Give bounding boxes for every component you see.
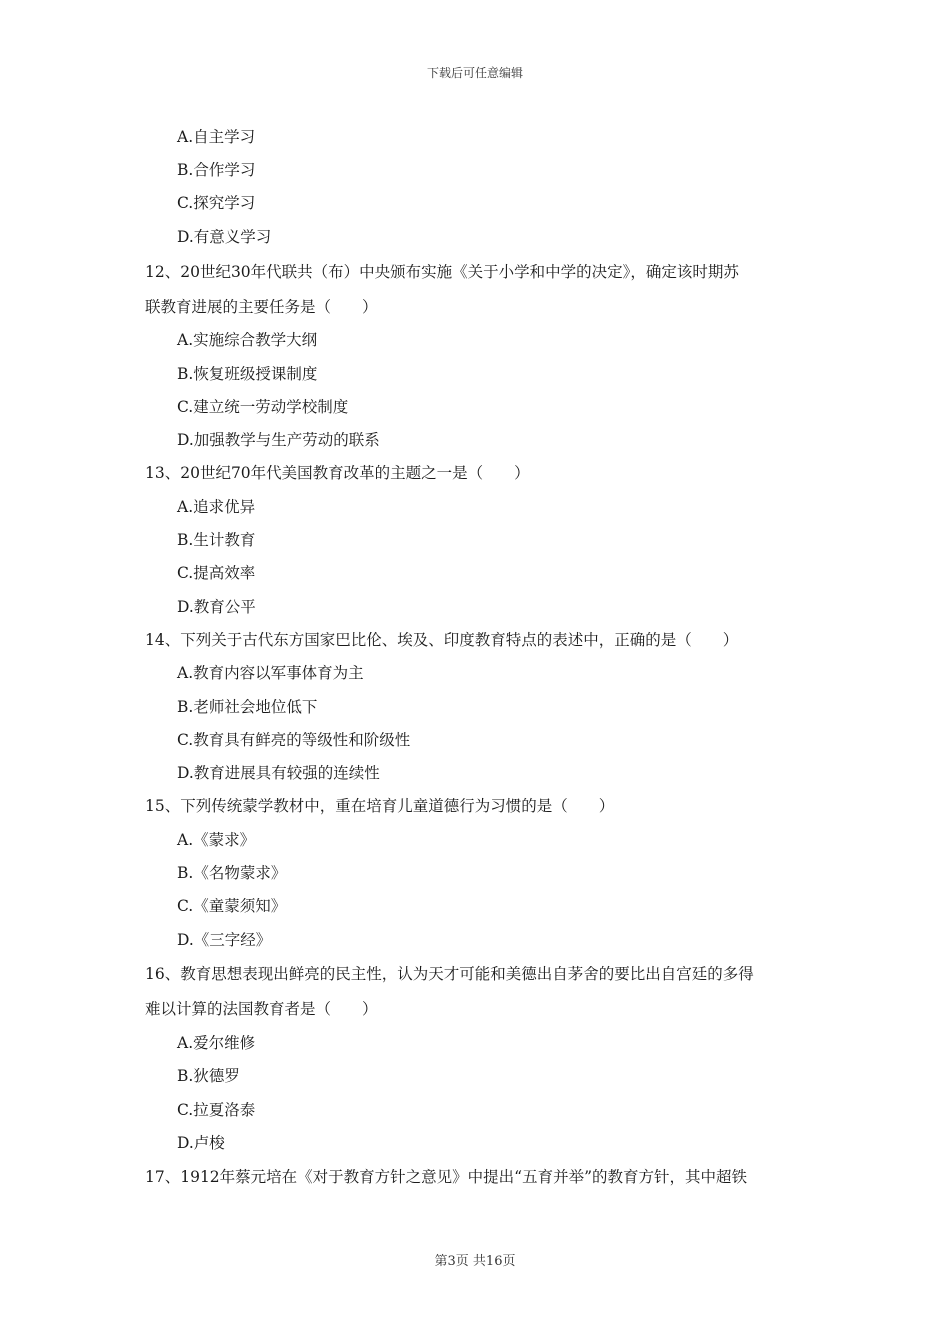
page-header: 下载后可任意编辑 [426,66,523,80]
question-12-continued: 联教育进展的主要任务是（ ） [145,298,378,316]
option-11b: B.合作学习 [177,161,256,179]
option-14c: C.教育具有鲜亮的等级性和阶级性 [177,731,411,749]
option-14a: A.教育内容以军事体育为主 [177,664,364,682]
option-15c: C.《童蒙须知》 [177,897,287,915]
option-13a: A.追求优异 [177,498,256,516]
option-16d: D.卢梭 [177,1134,225,1152]
option-13c: C.提高效率 [177,564,256,582]
question-17: 17、1912年蔡元培在《对于教育方针之意见》中提出“五育并举”的教育方针，其中超铁 [145,1168,748,1186]
option-11d: D.有意义学习 [177,228,272,246]
option-12c: C.建立统一劳动学校制度 [177,398,349,416]
question-14: 14、下列关于古代东方国家巴比伦、埃及、印度教育特点的表述中，正确的是（ ） [145,631,739,649]
option-14b: B.老师社会地位低下 [177,698,318,716]
option-16b: B.狄德罗 [177,1067,240,1085]
option-13d: D.教育公平 [177,598,256,616]
option-12d: D.加强教学与生产劳动的联系 [177,431,380,449]
page-footer: 第3页 共16页 [434,1254,516,1269]
option-14d: D.教育进展具有较强的连续性 [177,764,380,782]
question-15: 15、下列传统蒙学教材中，重在培育儿童道德行为习惯的是（ ） [145,797,615,815]
option-12a: A.实施综合教学大纲 [177,331,318,349]
option-15d: D.《三字经》 [177,931,272,949]
question-13: 13、20世纪70年代美国教育改革的主题之一是（ ） [145,464,530,482]
option-16c: C.拉夏洛泰 [177,1101,256,1119]
question-16-continued: 难以计算的法国教育者是（ ） [145,1000,378,1018]
question-16: 16、教育思想表现出鲜亮的民主性，认为天才可能和美德出自茅舍的要比出自宫廷的多得 [145,965,754,983]
option-11c: C.探究学习 [177,194,256,212]
option-16a: A.爱尔维修 [177,1034,256,1052]
option-13b: B.生计教育 [177,531,256,549]
option-12b: B.恢复班级授课制度 [177,365,318,383]
option-15b: B.《名物蒙求》 [177,864,287,882]
option-15a: A.《蒙求》 [177,831,256,849]
option-11a: A.自主学习 [177,128,256,146]
question-12: 12、20世纪30年代联共（布）中央颁布实施《关于小学和中学的决定》，确定该时期苏 [145,263,739,281]
